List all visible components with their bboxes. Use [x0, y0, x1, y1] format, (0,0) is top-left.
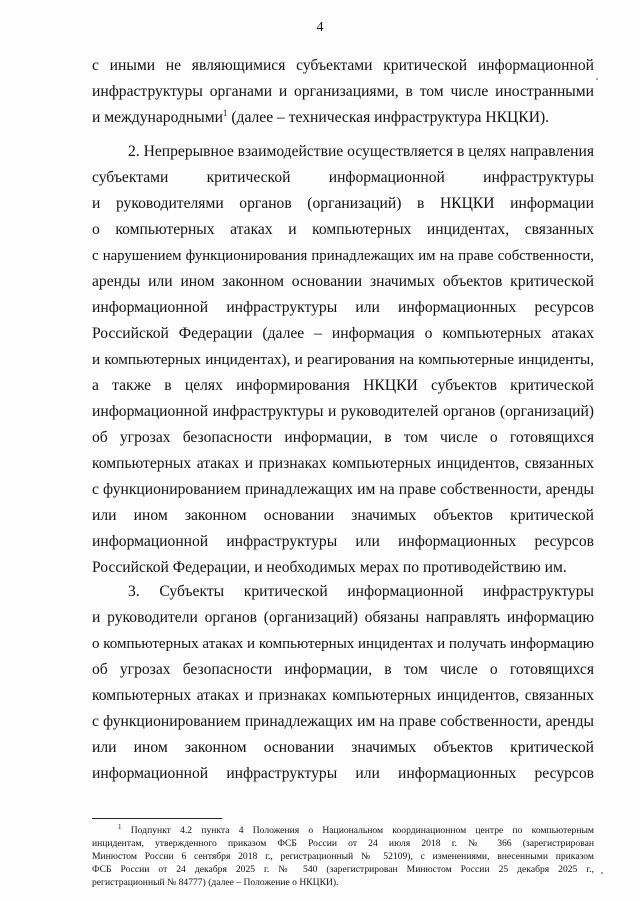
footnote-line-1 — [118, 824, 594, 837]
paragraph-2-line-1: 2. Непрерывное взаимодействие осуществляется в целях направления — [128, 143, 594, 160]
footnote-separator — [92, 818, 222, 819]
page-number: 4 — [316, 20, 324, 35]
paragraph-3-line-5: компьютерных атаках и признаках компьютерных инцидентов, связанных — [92, 687, 594, 704]
paragraph-1-line-1: с иными не являющимися субъектами критической информационной — [92, 57, 594, 74]
footnote-line-2: инцидентам, утвержденного приказом ФСБ России от 24 июля 2018 г. № 366 (зарегистрирован — [92, 838, 594, 849]
paragraph-1-line-3 — [92, 105, 594, 131]
paragraph-1-line-3-rest: (далее – техническая инфраструктура НКЦКИ). — [227, 109, 550, 126]
paragraph-2-line-11: информационной инфраструктуры и руководителей органов (организаций) — [92, 403, 594, 420]
paragraph-2-line-3: и руководителями органов (организаций) в НКЦКИ информации — [92, 195, 594, 212]
paragraph-2-line-9: и компьютерных инцидентах), и реагирования на компьютерные инциденты, — [92, 351, 594, 368]
scan-speck — [601, 872, 603, 874]
footnote-reference: 1 — [222, 107, 228, 118]
scan-speck — [596, 78, 598, 80]
footnote-line-3: Минюстом России 6 сентября 2018 г., регистрационный № 52109), с изменениями, внесенными приказом — [92, 851, 594, 862]
paragraph-3-line-4: об угрозах безопасности информации, в том числе о готовящихся — [92, 661, 594, 678]
paragraph-2-line-13: компьютерных атаках и признаках компьютерных инцидентов, связанных — [92, 455, 594, 472]
footnote-mark: 1 — [118, 824, 122, 831]
paragraph-2-line-16: информационной инфраструктуры или информационных ресурсов — [92, 533, 594, 550]
paragraph-1-line-2: инфраструктуры органами и организациями, в том числе иностранными — [92, 83, 594, 100]
footnote-line-4: ФСБ России от 24 декабря 2025 г. № 540 (зарегистрирован Минюстом России 25 декабря 2025 г., — [92, 864, 594, 875]
paragraph-3-line-8: информационной инфраструктуры или информационных ресурсов — [92, 765, 594, 782]
paragraph-2-line-15: или ином законном основании значимых объектов критической — [92, 507, 594, 524]
paragraph-2-line-6: аренды или ином законном основании значимых объектов критической — [92, 273, 594, 290]
paragraph-3-line-2: и руководители органов (организаций) обязаны направлять информацию — [92, 609, 594, 626]
paragraph-3-line-1: 3. Субъекты критической информационной инфраструктуры — [128, 583, 594, 600]
paragraph-3-line-6: с функционированием принадлежащих им на праве собственности, аренды — [92, 713, 594, 730]
footnote-line-5: регистрационный № 84777) (далее – Положение о НКЦКИ). — [92, 877, 339, 888]
footnote-line-1-text: Подпункт 4.2 пункта 4 Положения о Национальном координационном центре по компьютерным — [130, 825, 594, 836]
paragraph-2-line-7: информационной инфраструктуры или информационных ресурсов — [92, 299, 594, 316]
paragraph-2-line-12: об угрозах безопасности информации, в том числе о готовящихся — [92, 429, 594, 446]
paragraph-2-line-4: о компьютерных атаках и компьютерных инцидентах, связанных — [92, 221, 594, 238]
paragraph-2-line-14: с функционированием принадлежащих им на праве собственности, аренды — [92, 481, 594, 498]
paragraph-2-line-17: Российской Федерации, и необходимых мерах по противодействию им. — [92, 559, 567, 576]
paragraph-3-line-7: или ином законном основании значимых объектов критической — [92, 739, 594, 756]
paragraph-1-line-3-text: и международными — [92, 109, 223, 126]
paragraph-2-line-8: Российской Федерации (далее – информация о компьютерных атаках — [92, 325, 594, 342]
paragraph-2-line-10: а также в целях информирования НКЦКИ субъектов критической — [92, 377, 594, 394]
paragraph-3-line-3: о компьютерных атаках и компьютерных инцидентах и получать информацию — [92, 636, 594, 652]
paragraph-2-line-2: субъектами критической информационной инфраструктуры — [92, 169, 594, 186]
paragraph-2-line-5: с нарушением функционирования принадлежащих им на праве собственности, — [92, 248, 594, 264]
